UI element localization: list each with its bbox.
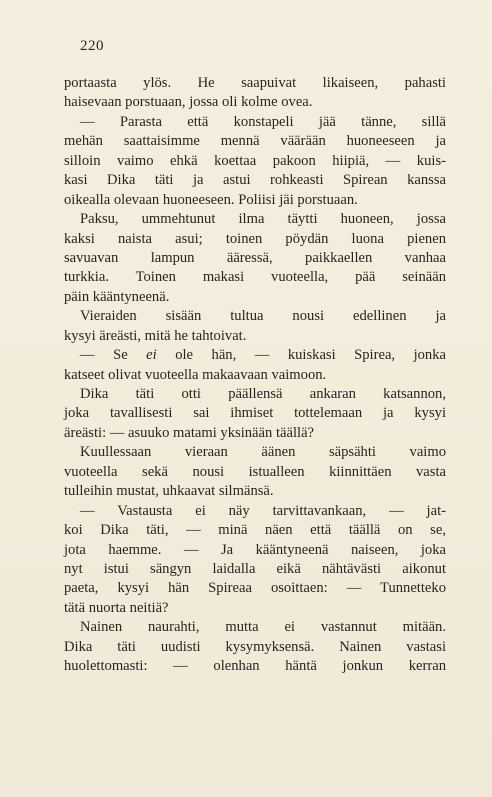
- text-line: paeta, kysyi hän Spireaa osoittaen: — Tunnetteko: [64, 580, 446, 597]
- text-line: kysyi äreästi, mitä he tahtoivat.: [64, 327, 247, 344]
- text-line: — Parasta että konstapeli jää tänne, sillä: [80, 113, 446, 130]
- text-line: portaasta ylös. He saapuivat likaiseen, pahasti: [64, 75, 446, 91]
- text-line: koi Dika täti, — minä näen että täällä on se,: [64, 522, 446, 539]
- text-line: mehän saattaisimme mennä väärään huoneeseen ja: [64, 133, 446, 150]
- text-line: vuoteella sekä nousi istualleen kiinnittäen vasta: [64, 463, 446, 480]
- text-line: silloin vaimo ehkä koettaa pakoon hiipiä, — kuis-: [64, 152, 446, 169]
- text-line: kaksi naista asui; toinen pöydän luona pienen: [64, 230, 446, 247]
- text-line: oikealla olevaan huoneeseen. Poliisi jäi porstuaan.: [64, 191, 358, 208]
- text-line: turkkia. Toinen makasi vuoteella, pää seinään: [64, 269, 446, 286]
- text-line: huolettomasti: — olenhan häntä jonkun kerran: [64, 658, 446, 675]
- text-line: Nainen naurahti, mutta ei vastannut mitään.: [80, 619, 446, 636]
- text-line: äreästi: — asuuko matami yksinään täällä?: [64, 424, 315, 441]
- text-line: — Se ei ole hän, — kuiskasi Spirea, jonka: [80, 347, 446, 364]
- text-line: päin kääntyneenä.: [64, 288, 170, 305]
- body-text: [64, 74, 446, 677]
- text-line: Vieraiden sisään tultua nousi edellinen ja: [80, 308, 446, 325]
- text-line: kasi Dika täti ja astui rohkeasti Spirean kanssa: [64, 172, 446, 189]
- emphasized-word: ei: [146, 347, 157, 364]
- text-line: Dika täti otti päällensä ankaran katsannon,: [80, 386, 446, 402]
- page-number: 220: [80, 38, 104, 54]
- text-line: — Vastausta ei näy tarvittavankaan, — jat-: [80, 502, 446, 519]
- text-line: joka tavallisesti sai ihmiset tottelemaan ja kysyi: [64, 405, 446, 422]
- text-line: Kuullessaan vieraan äänen säpsähti vaimo: [80, 444, 446, 461]
- text-line: Dika täti uudisti kysymyksensä. Nainen vastasi: [64, 638, 446, 655]
- text-line: tulleihin mustat, uhkaavat silmänsä.: [64, 483, 274, 500]
- text-line: jota haemme. — Ja kääntyneenä naiseen, joka: [64, 541, 446, 558]
- text-line: haisevaan porstuaan, jossa oli kolme ovea.: [64, 94, 313, 111]
- text-line: nyt istui sängyn laidalla eikä nähtävästi aikonut: [64, 560, 446, 577]
- text-line: savuavan lampun ääressä, paikkaellen vanhaa: [64, 249, 446, 266]
- text-line: katseet olivat vuoteella makaavaan vaimoon.: [64, 366, 327, 383]
- text-line: tätä nuorta neitiä?: [64, 599, 169, 616]
- text-line: Paksu, ummehtunut ilma täytti huoneen, jossa: [80, 211, 446, 228]
